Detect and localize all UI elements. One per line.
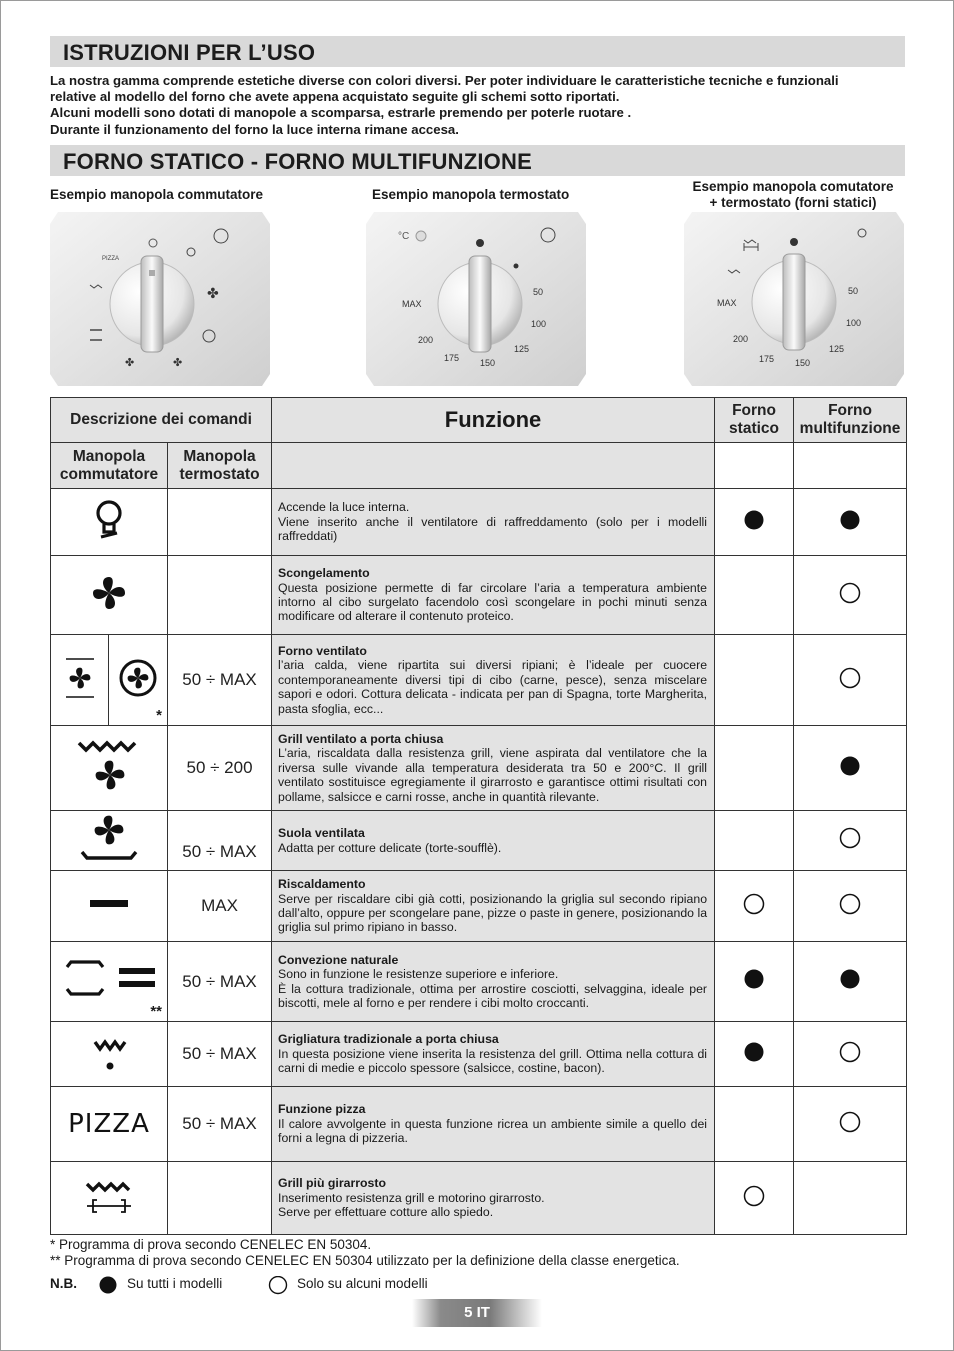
selector-icon-cell [51,871,168,942]
intro-line: Durante il funzionamento del forno la luce interna rimane accesa. [50,121,459,137]
fan-bars-icon [63,687,97,704]
intro-text [50,73,910,138]
combo-knob-caption [680,179,906,211]
function-title: Grill ventilato a porta chiusa [278,732,444,746]
table-row [51,811,907,871]
intro-line: relative al modello del forno che avete appena acquistato seguite gli schemi sotto riportati. [50,89,620,105]
mark-max: MAX [402,299,422,309]
selector-icon-cell [51,1022,168,1087]
function-description [272,1162,715,1235]
table-row [51,1022,907,1087]
empty-cell [715,443,794,489]
intro-line: La nostra gamma comprende estetiche diverse con colori diversi. Per poter individuare le caratteristiche tecniche e funzionali [50,73,839,88]
desc-header: Descrizione dei comandi [51,398,272,443]
empty-dot [839,1111,861,1133]
filled-dot [839,509,861,531]
static-availability [715,871,794,942]
function-description [272,556,715,635]
selector-icon-cell [51,726,168,811]
function-description [272,726,715,811]
caption-line: Esempio manopola comutatore [692,179,894,194]
function-description [272,811,715,871]
function-description [272,489,715,556]
mark-50: 50 [848,286,859,296]
empty-cell [794,443,907,489]
function-description [272,635,715,726]
static-availability [715,1022,794,1087]
function-title: Scongelamento [278,566,370,581]
celsius-mark: °C [398,231,410,242]
function-title: Riscaldamento [278,877,366,892]
table-row [51,489,907,556]
legend-filled-label: Su tutti i modelli [127,1276,223,1291]
intro-line: Alcuni modelli sono dotati di manopole a scomparsa, estrarle premendo per poterle ruotare . [50,105,632,121]
legend-filled-dot [98,1276,118,1296]
empty-dot [839,582,861,604]
grill-spit-icon [81,1205,137,1222]
function-text: Adatta per cotture delicate (torte-soufflè). [278,840,502,855]
thermostat-range: 50 ÷ MAX [168,811,272,871]
function-title: Forno ventilato [278,643,367,658]
static-availability [715,556,794,635]
empty-dot [743,1185,765,1207]
function-text: È la cottura tradizionale, ottima per arrostire cosciotti, selvaggina, ideale per biscotti, mele al forno e per rendere i cibi molto croccanti. [278,981,708,1010]
static-availability [715,811,794,871]
function-text: Serve per effettuare cotture allo spiedo. [278,1205,494,1220]
mark-50: 50 [533,287,544,297]
legend-empty-label: Solo su alcuni modelli [297,1276,428,1291]
multi-availability [794,1162,907,1235]
thermostat-range [168,1162,272,1235]
mark-150: 150 [795,358,811,368]
thermostat-header: Manopola termostato [168,443,272,489]
fan-icon [89,600,129,617]
function-header: Funzione [272,398,715,443]
function-text: Serve per riscaldare cibi già cotti, posizionando la griglia sul secondo ripiano dall’alto, oppure per scongelare pane, pizze o paste in genere, posizionando la griglia sul primo ripiano in basso. [278,891,708,935]
empty-dot [743,893,765,915]
function-text: In questa posizione viene inserita la resistenza del grill. Ottima nella cottura di carni di medie e piccolo spessore (salsicce, costine, bacon). [278,1046,708,1076]
pizza-mark: PIZZA [102,256,120,262]
empty-dot [839,827,861,849]
bottom-heat-icon [84,898,134,915]
static-availability [715,635,794,726]
empty-dot [839,667,861,689]
page-number: 5 IT [412,1299,542,1327]
thermostat-range: 50 ÷ MAX [168,635,272,726]
static-availability [715,1087,794,1162]
table-row [51,556,907,635]
thermostat-knob-illustration [366,212,586,386]
svg-text:✤: ✤ [173,356,183,369]
section-title: ISTRUZIONI PER L’USO [63,40,316,65]
function-description [272,1087,715,1162]
empty-cell [272,443,715,489]
function-text: Inserimento resistenza grill e motorino girarrosto. [278,1190,545,1205]
multi-availability [794,726,907,811]
function-text: l’aria calda, viene ripartita sui diversi ripiani; è l’ideale per cuocere contemporaneamente diversi tipi di cibo (carne, pesce), senza miscelare sapori e odori. Cottura delicata - indicata per pan di Spagna, torte Margherita, pasta sfoglia, ecc... [278,658,708,716]
grill-fan-icon [74,784,144,801]
table-row [51,942,907,1022]
selector-icon-cell [51,556,168,635]
multi-availability [794,811,907,871]
function-text: Accende la luce interna. [278,500,410,515]
table-row [51,1162,907,1235]
mark-max: MAX [717,298,737,308]
multi-availability [794,1022,907,1087]
multi-availability [794,556,907,635]
grill-icon [89,1059,129,1076]
thermostat-range: 50 ÷ 200 [168,726,272,811]
filled-dot [839,968,861,990]
filled-dot [743,509,765,531]
selector-icon-cell [51,942,168,1022]
mark-175: 175 [444,353,460,363]
static-availability [715,726,794,811]
static-availability [715,1162,794,1235]
mark-100: 100 [531,319,547,329]
filled-dot [839,755,861,777]
mark-125: 125 [829,344,845,354]
function-title: Grill più girarrosto [278,1176,386,1191]
footnote: ** Programma di prova secondo CENELEC EN 50304 utilizzato per la definizione della classe energetica. [50,1253,680,1268]
static-header: Forno statico [715,398,794,443]
footnote-marker: * [156,707,162,724]
combo-knob-illustration [684,212,904,386]
multi-availability [794,942,907,1022]
function-description [272,1022,715,1087]
thermostat-range: 50 ÷ MAX [168,942,272,1022]
mark-125: 125 [514,344,530,354]
function-text: L’aria, riscaldata dalla resistenza grill, viene aspirata dal ventilatore che la riversa sulle vivande alla temperatura desiderata tra 50 e 200°C. Il grill ventilato sostituisce egregiamente il girarrosto e garantisce ottimi risultati con pollame, salsicce e carni rosse, anche in quantità rilevante. [278,746,708,804]
section-header-instructions [50,36,905,67]
selector-header: Manopola commutatore [51,443,168,489]
mark-150: 150 [480,358,496,368]
empty-dot [839,1041,861,1063]
fan-ring-icon [118,685,158,702]
selector-knob-illustration [50,212,270,386]
filled-dot [743,968,765,990]
footnote-marker: ** [150,1003,162,1021]
table-row [51,871,907,942]
selector-icon-cell [51,1162,168,1235]
thermostat-range [168,489,272,556]
function-description [272,942,715,1022]
pizza-icon [68,1109,150,1140]
mark-175: 175 [759,354,775,364]
caption-line: + termostato (forni statici) [709,195,877,210]
function-title: Suola ventilata [278,826,365,841]
static-availability [715,489,794,556]
selector-icon-cell [51,1087,168,1162]
static-availability [715,942,794,1022]
multi-availability [794,871,907,942]
empty-dot [839,893,861,915]
svg-text:✤: ✤ [207,286,219,302]
legend-empty-dot [268,1276,288,1296]
function-title: Funzione pizza [278,1102,366,1117]
svg-text:✤: ✤ [125,356,135,369]
mark-200: 200 [418,335,434,345]
function-title: Grigliatura tradizionale a porta chiusa [278,1032,499,1047]
function-text: Viene inserito anche il ventilatore di raffreddamento (solo per i modelli raffreddati) [278,514,708,544]
function-text: Sono in funzione le resistenze superiore e inferiore. [278,967,559,982]
thermostat-range: MAX [168,871,272,942]
function-text: Questa posizione permette di far circolare l’aria a temperatura ambiente intorno al cibo surgelato facendolo così scongelare in pochi minuti senza modificare od alterare il contenuto proteico. [278,580,708,624]
table-row [51,635,907,726]
selector-knob-caption: Esempio manopola commutatore [50,187,264,202]
table-row [51,1087,907,1162]
function-description [272,871,715,942]
multi-availability [794,635,907,726]
function-title: Convezione naturale [278,952,399,967]
section-header-oven [50,145,905,176]
pizza-icon-text: PIZZA [68,1109,150,1140]
selector-icon-cell [51,811,168,871]
table-row [51,726,907,811]
top-bottom-heat-icon [59,988,159,1005]
thermostat-range: 50 ÷ MAX [168,1022,272,1087]
thermostat-range: 50 ÷ MAX [168,1087,272,1162]
multi-header: Forno multifunzione [794,398,907,443]
nb-label: N.B. [50,1276,77,1291]
multi-availability [794,489,907,556]
functions-table [50,397,907,1235]
function-text: Il calore avvolgente in questa funzione ricrea un ambiente simile a quello dei forni a legna di pizzeria. [278,1116,708,1146]
mark-100: 100 [846,318,862,328]
fan-bottom-icon [78,851,140,868]
selector-icon-cell [51,635,109,726]
selector-icon-cell [51,489,168,556]
selector-icon-cell [109,635,168,726]
filled-dot [743,1041,765,1063]
footnote: * Programma di prova secondo CENELEC EN 50304. [50,1237,372,1252]
lamp-icon [89,531,129,548]
section-title: FORNO STATICO - FORNO MULTIFUNZIONE [63,149,532,174]
mark-200: 200 [733,334,749,344]
multi-availability [794,1087,907,1162]
thermostat-range [168,556,272,635]
thermostat-knob-caption: Esempio manopola termostato [372,187,570,202]
